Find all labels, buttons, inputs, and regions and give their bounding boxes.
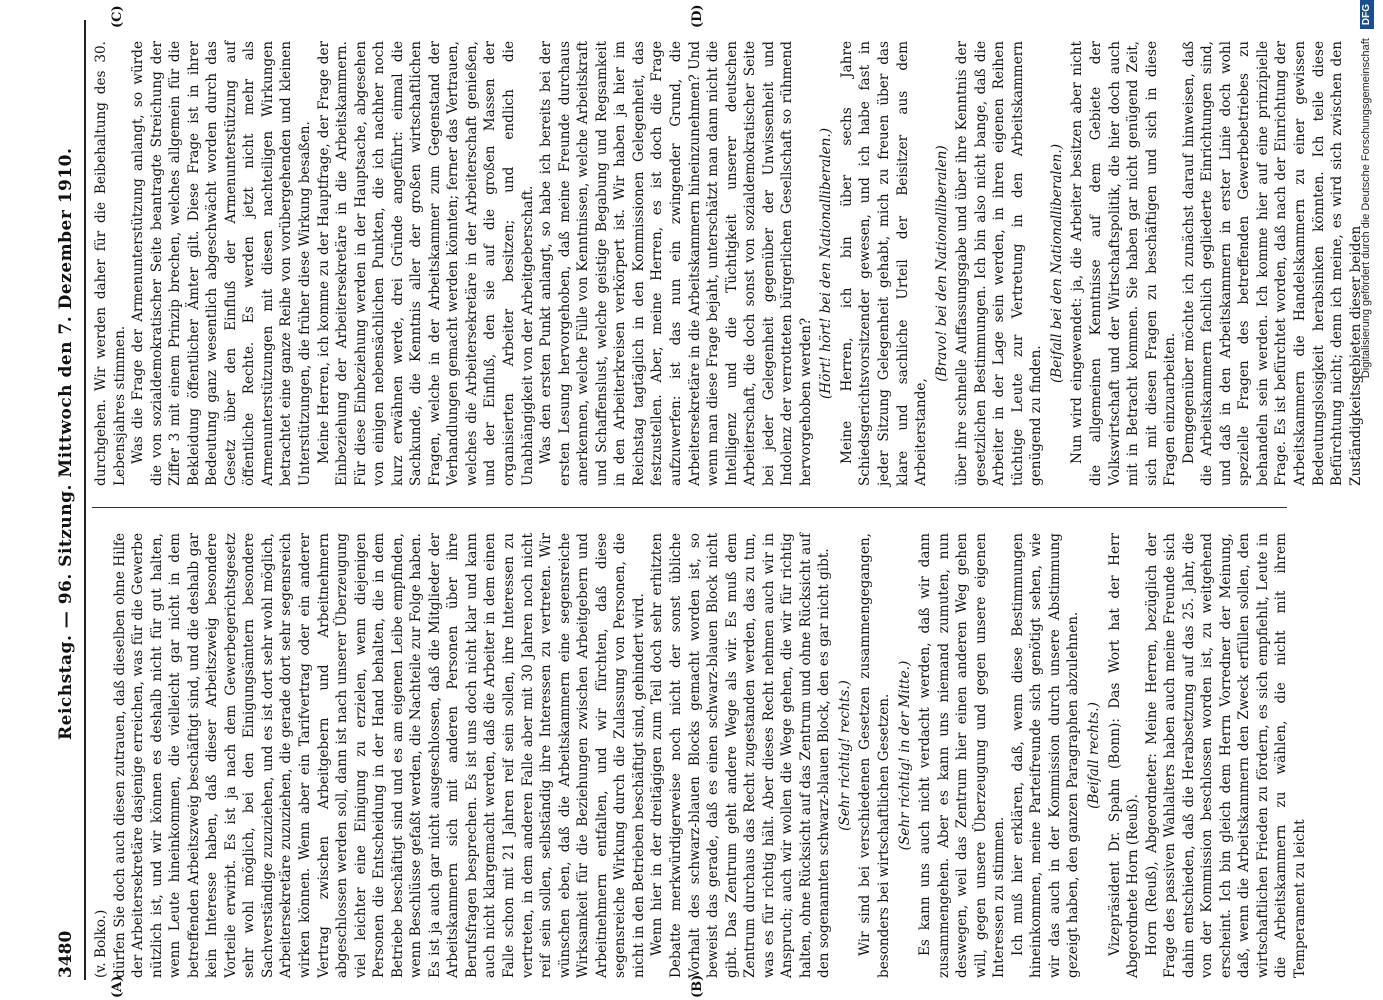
paragraph: Horn (Reuß), Abgeordneter: Meine Herren, bezüglich der Frage des passiven Wahlalters haben auch meine Freunde sich dahin entschieden, daß die Herabsetzung auf das 25. Jahr, die von der Kommission beschlossen worden ist, zu weitgehend erscheint. Ich bin gleich dem Herrn Vorredner der Meinung, daß, wenn die Arbeitskammern den Zweck erfüllen sollen, den wirtschaftlichen Frieden zu fördern, es sich empfiehlt, Leute in die Arbeitskammern zu wählen, die nicht mit ihrem Temperament zu leicht: [1143, 533, 1308, 978]
margin-marker-d: (D): [690, 4, 705, 28]
interjection: (Sehr richtig! rechts.): [836, 680, 853, 831]
paragraph: Was die Frage der Armenunterstützung anlangt, so würde die von sozialdemokratischer Seite beantragte Streichung der Ziffer 3 mit einem Prinzip brechen, welches allgemein für die Bekleidung öffentlicher Ämter gilt. Diese Frage ist in ihrer Bedeutung ganz wesentlich abgeschwächt worden durch das Gesetz über den Einfluß der Armenunterstützung auf öffentliche Rechte. Es werden jetzt nicht mehr als Armenunterstützungen mit diesen nachteiligen Wirkungen betrachtet eine ganze Reihe von vorübergehenden und kleinen Unterstützungen, die früher diese Wirkung besaßen.: [130, 41, 314, 486]
right-column: [92, 41, 1364, 486]
paragraph: Demgegenüber möchte ich zunächst darauf hinweisen, daß die Arbeitskammern fachlich gegliederte Einrichtungen sind, und daß in den Arbeitskammern in erster Linie doch wohl spezielle Fragen des betreffenden Gewerbebetriebes zu behandeln sein werden. Ich komme hier auf eine prinzipielle Frage. Es ist befürchtet worden, daß nach der Einrichtung der Arbeitskammern die Handelskammern zu einer gewissen Bedeutungslosigkeit herabsinken könnten. Ich teile diese Befürchtung nicht; denn ich meine, es wird sich zwischen den Zuständigkeitsgebieten dieser beiden: [1180, 41, 1364, 486]
page-number: 3480: [56, 930, 76, 978]
running-header: [52, 0, 82, 1000]
paragraph: Meine Herren, ich bin über sechs Jahre Schiedsgerichtsvorsitzender gewesen, und ich habe fast in jeder Sitzung Gelegenheit gehabt, mich zu freuen über das klare und sachliche Urteil der Beisitzer aus dem Arbeiterstande,: [838, 41, 930, 486]
interjection: (Beifall bei den Nationalliberalen.): [1048, 143, 1065, 384]
paragraph: dürfen Sie doch auch diesen zutrauen, daß dieselben ohne Hilfe der Arbeitersekretäre dasjenige erreichen, was für die Gewerbe nützlich ist, und wir können es deshalb nicht für gut halten, wenn Leute hineinkommen, die vielleicht gar nicht in dem betreffenden Arbeitszweig beschäftigt sind, und die deshalb gar kein Interesse haben, daß dieser Arbeitszweig besondere Vorteile erwirbt. Es ist ja nach dem Gewerbegerichtsgesetz sehr wohl möglich, bei den Einigungsämtern besondere Sachverständige zuzuziehen, und es ist dort sehr wohl möglich, Arbeitersekretäre zuzuziehen, die gerade dort sehr segensreich wirken können. Wenn aber ein Tarifvertrag oder ein anderer Vertrag zwischen Arbeitgebern und Arbeitnehmern abgeschlossen werden soll, dann ist nach unserer Überzeugung viel leichter eine Einigung zu erzielen, wenn diejenigen Personen die Entscheidung in der Hand behalten, die in dem Betriebe beschäftigt sind und es am eigenen Leibe empfinden, wenn Beschlüsse gefaßt werden, die Nachteile zur Folge haben. Es ist ja auch gar nicht ausgeschlossen, daß die Mitglieder der Arbeitskammern sich mit anderen Personen über ihre Berufsfragen besprechen. Es ist uns doch nicht klar und kann auch nicht klargemacht werden, daß die Arbeiter in dem einen Falle schon mit 21 Jahren reif sein sollen, ihre Interessen zu vertreten, in dem anderen Falle aber mit 30 Jahren noch nicht reif sein sollen, selbständig ihre Interessen zu vertreten. Wir wünschen eben, daß die Arbeitskammern eine segensreiche Wirksamkeit für die Beziehungen zwischen Arbeitgebern und Arbeitnehmern entfalten, und wir fürchten, daß diese segensreiche Wirkung durch die Zulassung von Personen, die nicht in den Betrieben beschäftigt sind, gehindert wird.: [111, 533, 647, 978]
paragraph: Meine Herren, ich komme zu der Hauptfrage, der Frage der Einbeziehung der Arbeitersekretäre in die Arbeitskammern. Für diese Einbeziehung werden in der Hauptsache, abgesehen von einigen nebensächlichen Punkten, die ich nachher noch kurz erwähnen werde, drei Gründe angeführt: einmal die Sachkunde, die Kenntnis aller der großen wirtschaftlichen Fragen, welche in der Arbeitskammer zum Gegenstand der Verhandlungen gemacht werden könnten; ferner das Vertrauen, welches die Arbeitersekretäre in der Arbeiterschaft genießen, und der Einfluß, den sie auf die großen Massen der organisierten Arbeiter besitzen; und endlich die Unabhängigkeit von der Arbeitgeberschaft.: [315, 41, 536, 486]
digitization-credit: [1360, 0, 1378, 1000]
dfg-logo: DFG: [1360, 0, 1374, 29]
interjection: (Bravo! bei den Nationalliberalen): [933, 145, 950, 382]
paragraph: Was den ersten Punkt anlangt, so habe ich bereits bei der ersten Lesung hervorgehoben, daß meine Freunde durchaus anerkennen, welche Fülle von Kenntnissen, welche Arbeitskraft und Schaffenslust, welche geistige Begabung und Regsamkeit in den Arbeiterkreisen verkörpert ist. Wir haben ja hier im Reichstag tagtäglich in den Kommissionen Gelegenheit, das festzustellen. Aber, meine Herren, es ist doch die Frage aufzuwerfen: ist das nun ein zwingender Grund, die Arbeitersekretäre in die Arbeitskammern hineinzunehmen? Und wenn man diese Frage bejaht, unterschätzt man dann nicht die Intelligenz und die Tüchtigkeit unserer deutschen Arbeiterschaft, die doch sonst von sozialdemokratischer Seite bei jeder Gelegenheit gegenüber der Unwissenheit und Indolenz der verrotteten bürgerlichen Gesellschaft so rühmend hervorgehoben werden?: [538, 41, 814, 486]
column-divider: [92, 507, 1287, 508]
paragraph: Wenn hier in der dreitägigen zum Teil doch sehr erhitzten Debatte merkwürdigerweise noch nicht der sonst übliche Vorhalt des schwarz-blauen Blocks gemacht worden ist, so beweist das gerade, daß es einen schwarz-blauen Block nicht gibt. Das Zentrum geht andere Wege als wir. Es muß dem Zentrum durchaus das Recht zugestanden werden, das zu tun, was es für richtig hält. Aber dieses Recht nehmen auch wir in Anspruch; auch wir wollen die Wege gehen, die wir für richtig halten, ohne Rücksicht auf das Zentrum und ohne Rücksicht auf den sogenannten schwarz-blauen Block, den es gar nicht gibt.: [649, 533, 833, 978]
margin-marker-c: (C): [110, 5, 125, 28]
paragraph: Wir sind bei verschiedenen Gesetzen zusammengegangen, besonders bei wirtschaftlichen Gesetzen.: [857, 533, 892, 978]
paragraph: durchgehen. Wir werden daher für die Beibehaltung des 30. Lebensjahres stimmen.: [93, 41, 128, 486]
paragraph: Nun wird eingewendet: ja, die Arbeiter besitzen aber nicht die allgemeinen Kenntnisse auf dem Gebiete der Volkswirtschaft und der Wirtschaftspolitik, die hier doch auch mit in Betracht kommen. Sie haben gar nicht genügend Zeit, sich mit diesen Fragen zu beschäftigen und sich in diese Fragen einzuarbeiten.: [1069, 41, 1179, 486]
running-title: Reichstag. — 96. Sitzung. Mittwoch den 7. Dezember 1910.: [56, 147, 76, 740]
interjection: (Sehr richtig! in der Mitte.): [896, 660, 913, 851]
paragraph: über ihre schnelle Auffassungsgabe und über ihre Kenntnis der gesetzlichen Bestimmungen. Ich bin also nicht bange, daß die Arbeiter in der Lage sein werden, in ihren eigenen Reihen tüchtige Leute zur Vertretung in den Arbeitskammern genügend zu finden.: [954, 41, 1045, 486]
speaker-tag: (v. Bolko.): [93, 909, 109, 978]
margin-marker-b: (B): [690, 974, 705, 998]
credit-text: Digitalisierung gefördert durch die Deutsche Forschungsgemeinschaft: [1360, 38, 1372, 379]
interjection: (Hört! hört! bei den Nationalliberalen.): [818, 127, 835, 400]
margin-marker-a: (A): [110, 975, 125, 998]
paragraph: Es kann uns auch nicht verdacht werden, daß wir dann zusammengehen. Aber es kann uns niemand zumuten, nun deswegen, weil das Zentrum hier einen anderen Weg gehen will, gegen unsere Überzeugung und gegen unsere eigenen Interessen zu stimmen.: [917, 533, 1008, 978]
header-rule: [84, 20, 86, 980]
interjection: (Beifall rechts.): [1085, 702, 1102, 809]
paragraph: Vizepräsident Dr. Spahn (Bonn): Das Wort hat der Herr Abgeordnete Horn (Reuß).: [1106, 533, 1142, 978]
paragraph: Ich muß hier erklären, daß, wenn diese Bestimmungen hineinkommen, meine Parteifreunde sich genötigt sehen, wie wir das auch in der Kommission durch unsere Abstimmung gezeigt haben, den ganzen Paragraphen abzulehnen.: [1009, 533, 1082, 978]
left-column: [92, 533, 1308, 978]
